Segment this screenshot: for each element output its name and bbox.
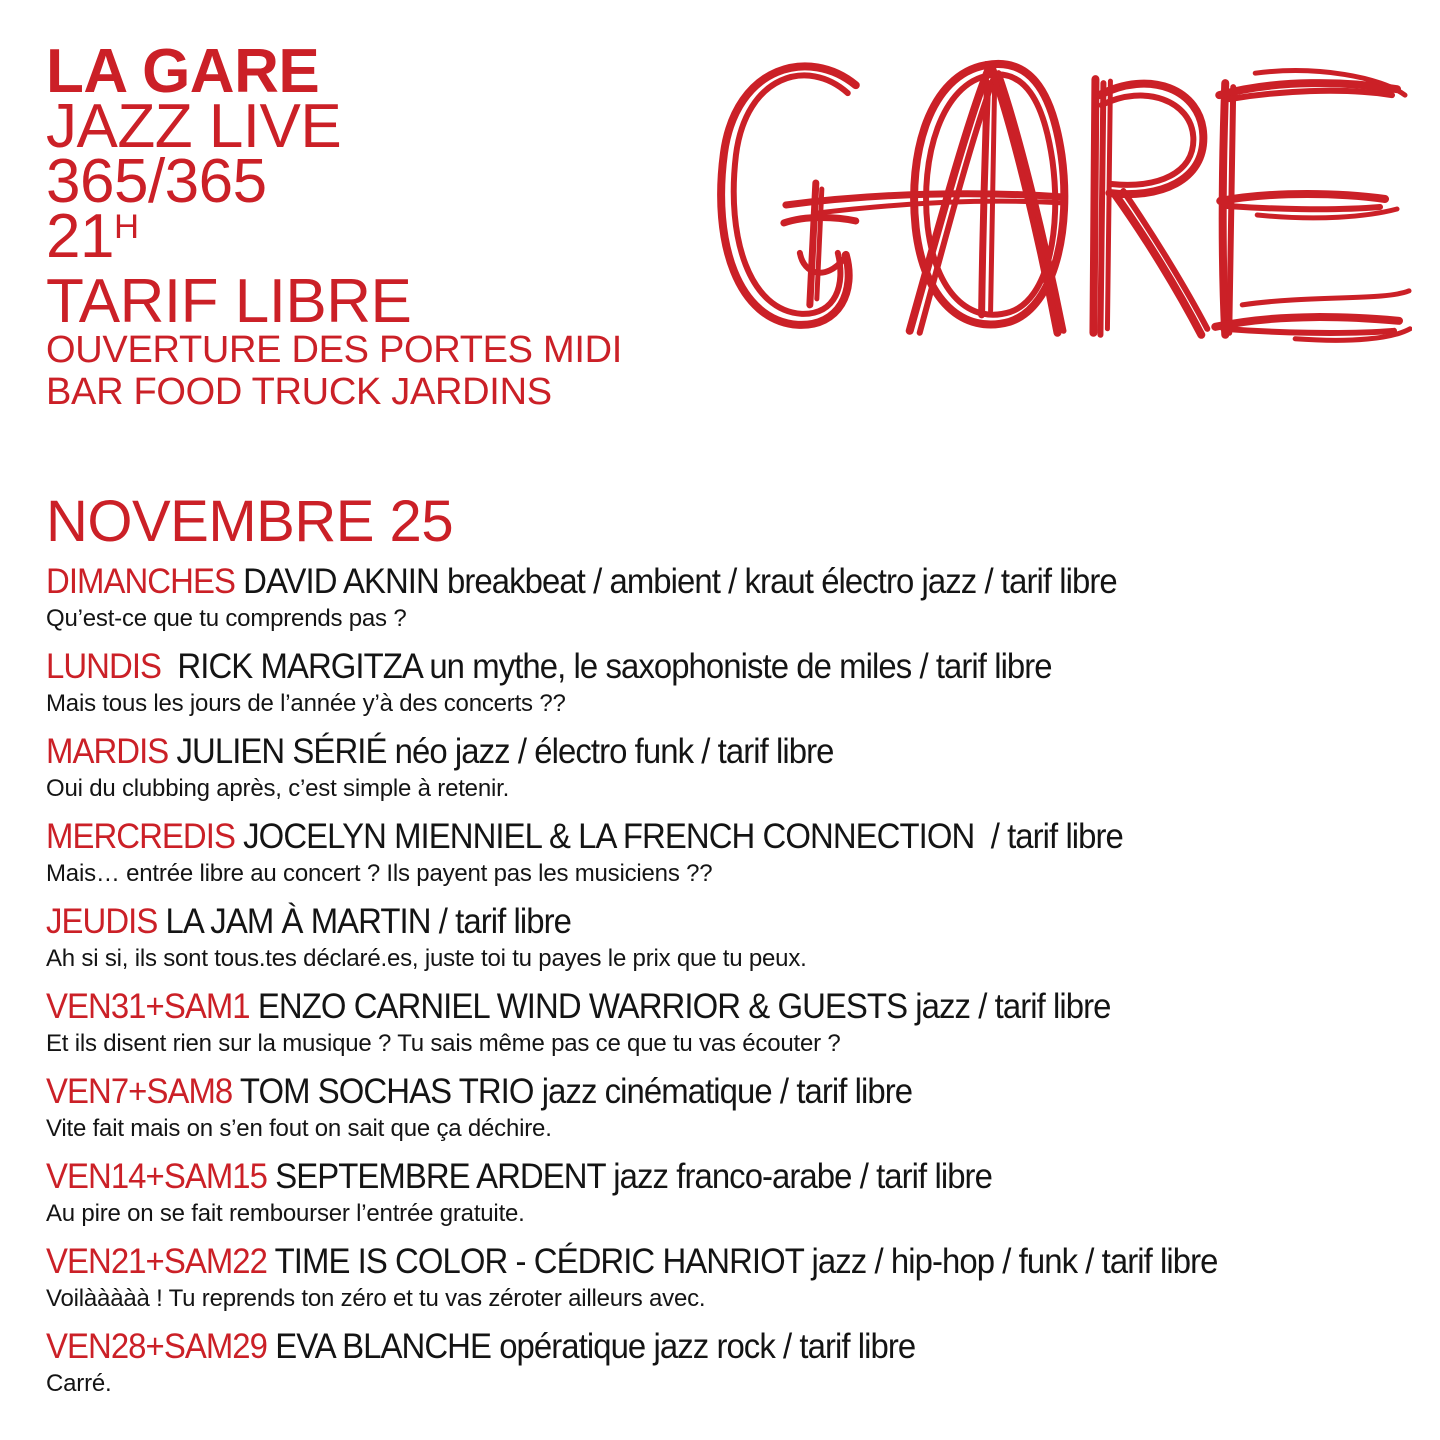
event-title: DAVID AKNIN breakbeat / ambient / kraut électro jazz / tarif libre — [234, 562, 1117, 601]
event-main-line — [46, 1070, 1343, 1114]
venue-title: LA GARE — [46, 37, 320, 106]
event-row — [46, 815, 1426, 889]
event-row — [46, 1325, 1426, 1399]
event-day-label: VEN7+SAM8 — [46, 1072, 233, 1111]
event-main-line — [46, 730, 1343, 774]
event-title: JULIEN SÉRIÉ néo jazz / électro funk / tarif libre — [168, 732, 834, 771]
event-note: Mais… entrée libre au concert ? Ils payent pas les musiciens ?? — [46, 860, 713, 887]
event-row — [46, 645, 1426, 719]
event-day-label: MERCREDIS — [46, 817, 235, 856]
header-line-ouverture: OUVERTURE DES PORTES MIDI — [46, 329, 622, 371]
event-row — [46, 1070, 1426, 1144]
event-row — [46, 560, 1426, 634]
event-title: RICK MARGITZA un mythe, le saxophoniste de miles / tarif libre — [161, 647, 1052, 686]
event-note: Ah si si, ils sont tous.tes déclaré.es, juste toi tu payes le prix que tu peux. — [46, 945, 807, 972]
header-line-jazz-live: JAZZ LIVE — [46, 92, 342, 161]
event-row — [46, 730, 1426, 804]
header-line-tarif: TARIF LIBRE — [46, 267, 412, 336]
event-note: Carré. — [46, 1370, 112, 1397]
event-day-label: VEN21+SAM22 — [46, 1242, 268, 1281]
event-day-label: VEN14+SAM15 — [46, 1157, 268, 1196]
event-main-line — [46, 1155, 1343, 1199]
event-note: Au pire on se fait rembourser l’entrée gratuite. — [46, 1200, 525, 1227]
event-title: EVA BLANCHE opératique jazz rock / tarif libre — [267, 1327, 916, 1366]
events-list — [46, 560, 1426, 1410]
event-row — [46, 985, 1426, 1059]
hour-value: 21 — [46, 202, 114, 271]
event-day-label: DIMANCHES — [46, 562, 235, 601]
event-main-line — [46, 900, 1343, 944]
event-note: Et ils disent rien sur la musique ? Tu sais même pas ce que tu vas écouter ? — [46, 1030, 841, 1057]
event-title: ENZO CARNIEL WIND WARRIOR & GUESTS jazz / tarif libre — [249, 987, 1111, 1026]
event-title: TIME IS COLOR - CÉDRIC HANRIOT jazz / hip-hop / funk / tarif libre — [267, 1242, 1218, 1281]
event-day-label: MARDIS — [46, 732, 169, 771]
event-day-label: LUNDIS — [46, 647, 162, 686]
event-note: Voilààààà ! Tu reprends ton zéro et tu vas zéroter ailleurs avec. — [46, 1285, 706, 1312]
header-line-hour — [46, 202, 622, 274]
event-title: TOM SOCHAS TRIO jazz cinématique / tarif libre — [232, 1072, 913, 1111]
event-main-line — [46, 645, 1343, 689]
event-note: Qu’est-ce que tu comprends pas ? — [46, 605, 407, 632]
event-day-label: VEN31+SAM1 — [46, 987, 250, 1026]
event-main-line — [46, 560, 1343, 604]
event-day-label: VEN28+SAM29 — [46, 1327, 268, 1366]
event-main-line — [46, 985, 1343, 1029]
month-heading: NOVEMBRE 25 — [46, 489, 454, 554]
header-block — [46, 37, 622, 413]
event-note: Mais tous les jours de l’année y’à des concerts ?? — [46, 690, 566, 717]
gare-scribble-logo — [698, 42, 1412, 344]
event-title: SEPTEMBRE ARDENT jazz franco-arabe / tarif libre — [267, 1157, 992, 1196]
event-title: JOCELYN MIENNIEL & LA FRENCH CONNECTION / tarif libre — [234, 817, 1123, 856]
event-note: Vite fait mais on s’en fout on sait que ça déchire. — [46, 1115, 552, 1142]
header-line-amenities: BAR FOOD TRUCK JARDINS — [46, 371, 552, 413]
event-row — [46, 900, 1426, 974]
event-title: LA JAM À MARTIN / tarif libre — [157, 902, 571, 941]
hour-suffix: H — [113, 207, 139, 246]
event-main-line — [46, 1325, 1343, 1369]
header-line-365: 365/365 — [46, 147, 267, 216]
event-main-line — [46, 815, 1343, 859]
event-note: Oui du clubbing après, c’est simple à retenir. — [46, 775, 510, 802]
event-day-label: JEUDIS — [46, 902, 158, 941]
event-row — [46, 1240, 1426, 1314]
event-main-line — [46, 1240, 1343, 1284]
event-row — [46, 1155, 1426, 1229]
